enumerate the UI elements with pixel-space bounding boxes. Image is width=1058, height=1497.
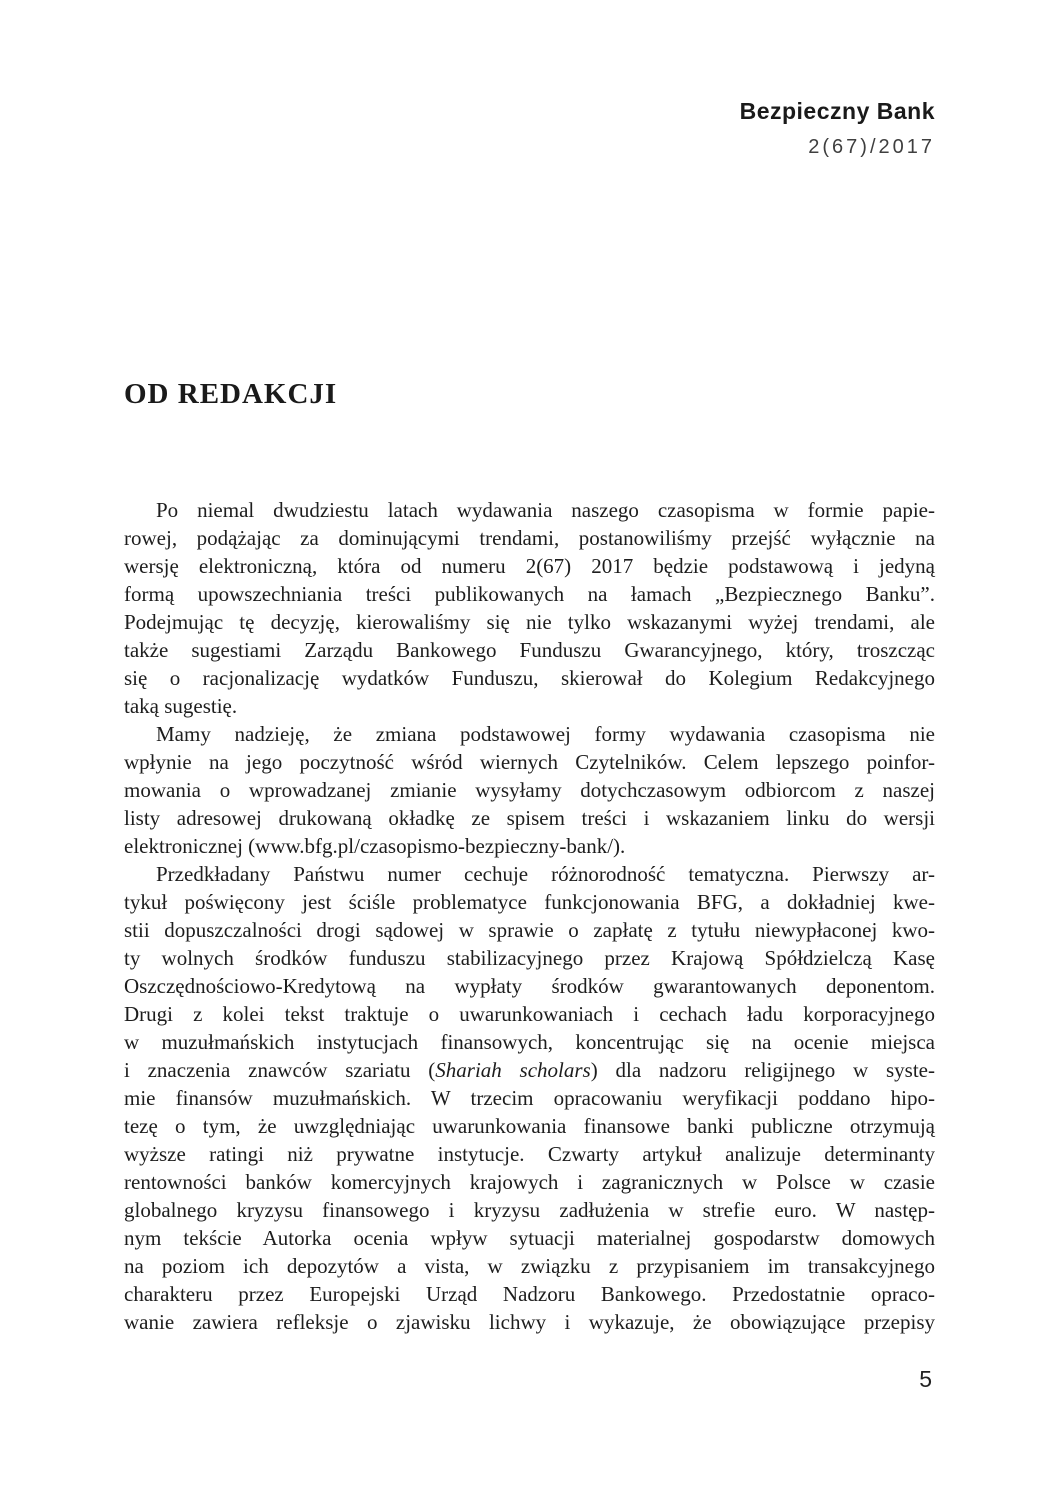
text-line: nym tekście Autorka ocenia wpływ sytuacji materialnej gospodarstw domowych bbox=[124, 1226, 935, 1250]
text-line: tykuł poświęcony jest ściśle problematyce funkcjonowania BFG, a dokładniej kwe- bbox=[124, 890, 935, 914]
italic-text: Shariah scholars bbox=[435, 1058, 591, 1082]
text-line: także sugestiami Zarządu Bankowego Funduszu Gwarancyjnego, który, troszcząc bbox=[124, 638, 935, 662]
paragraph bbox=[124, 860, 935, 1336]
text-line: elektronicznej (www.bfg.pl/czasopismo-bezpieczny-bank/). bbox=[124, 834, 626, 858]
text-line: Po niemal dwudziestu latach wydawania naszego czasopisma w formie papie- bbox=[156, 498, 935, 522]
text-line: Podejmując tę decyzję, kierowaliśmy się nie tylko wskazanymi wyżej trendami, ale bbox=[124, 610, 935, 634]
text-line: na poziom ich depozytów a vista, w związku z przypisaniem im transakcyjnego bbox=[124, 1254, 935, 1278]
text-line: wanie zawiera refleksje o zjawisku lichwy i wykazuje, że obowiązujące przepisy bbox=[124, 1310, 935, 1334]
text-line: w muzułmańskich instytucjach finansowych, koncentrując się na ocenie miejsca bbox=[124, 1030, 935, 1054]
text-line: się o racjonalizację wydatków Funduszu, skierował do Kolegium Redakcyjnego bbox=[124, 666, 935, 690]
text-line: tezę o tym, że uwzględniając uwarunkowania finansowe banki publiczne otrzymują bbox=[124, 1114, 935, 1138]
paragraph bbox=[124, 720, 935, 860]
text-line: formą upowszechniania treści publikowanych na łamach „Bezpiecznego Banku”. bbox=[124, 582, 935, 606]
text-line: listy adresowej drukowaną okładkę ze spisem treści i wskazaniem linku do wersji bbox=[124, 806, 935, 830]
page-number: 5 bbox=[919, 1366, 932, 1392]
text-line: rowej, podążając za dominującymi trendami, postanowiliśmy przejść wyłącznie na bbox=[124, 526, 935, 550]
text-line: ty wolnych środków funduszu stabilizacyjnego przez Krajową Spółdzielczą Kasę bbox=[124, 946, 935, 970]
text-line: Oszczędnościowo-Kredytową na wypłaty środków gwarantowanych deponentom. bbox=[124, 974, 935, 998]
text-line: taką sugestię. bbox=[124, 694, 238, 718]
text-line: i znaczenia znawców szariatu (Shariah scholars) dla nadzoru religijnego w syste- bbox=[124, 1058, 935, 1082]
text-line: charakteru przez Europejski Urząd Nadzoru Bankowego. Przedostatnie opraco- bbox=[124, 1282, 935, 1306]
journal-title: Bezpieczny Bank bbox=[739, 98, 935, 124]
body-text bbox=[124, 496, 935, 1336]
text-line: Przedkładany Państwu numer cechuje różnorodność tematyczna. Pierwszy ar- bbox=[156, 862, 935, 886]
issue-number: 2(67)/2017 bbox=[808, 136, 935, 158]
text-line: stii dopuszczalności drogi sądowej w sprawie o zapłatę z tytułu niewypłaconej kwo- bbox=[124, 918, 935, 942]
text-line: mie finansów muzułmańskich. W trzecim opracowaniu weryfikacji poddano hipo- bbox=[124, 1086, 935, 1110]
text-line: wpłynie na jego poczytność wśród wiernych Czytelników. Celem lepszego poinfor- bbox=[124, 750, 935, 774]
section-heading: OD REDAKCJI bbox=[124, 378, 338, 410]
text-line: mowania o wprowadzanej zmianie wysyłamy dotychczasowym odbiorcom z naszej bbox=[124, 778, 935, 802]
text-line: wyższe ratingi niż prywatne instytucje. Czwarty artykuł analizuje determinanty bbox=[124, 1142, 935, 1166]
text-line: globalnego kryzysu finansowego i kryzysu zadłużenia w strefie euro. W następ- bbox=[124, 1198, 935, 1222]
text-line: Drugi z kolei tekst traktuje o uwarunkowaniach i cechach ładu korporacyjnego bbox=[124, 1002, 935, 1026]
text-line: Mamy nadzieję, że zmiana podstawowej formy wydawania czasopisma nie bbox=[156, 722, 935, 746]
page-header bbox=[740, 98, 935, 159]
paragraph bbox=[124, 496, 935, 720]
text-line: rentowności banków komercyjnych krajowych i zagranicznych w Polsce w czasie bbox=[124, 1170, 935, 1194]
text-line: wersję elektroniczną, która od numeru 2(67) 2017 będzie podstawową i jedyną bbox=[124, 554, 935, 578]
